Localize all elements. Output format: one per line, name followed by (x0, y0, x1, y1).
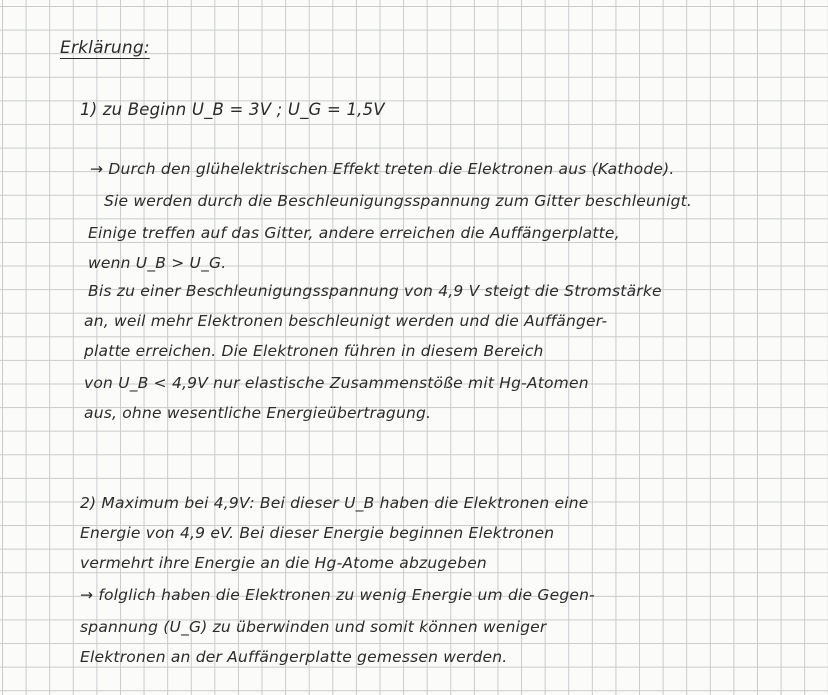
section1-line-5: Bis zu einer Beschleunigungsspannung von 4,9 V steigt die Stromstärke (88, 282, 662, 300)
section2-line-3: vermehrt ihre Energie an die Hg-Atome abzugeben (80, 554, 487, 572)
section1-line-4: wenn U_B > U_G. (88, 254, 227, 272)
section1-line-1: → Durch den glühelektrischen Effekt treten die Elektronen aus (Kathode). (90, 160, 675, 178)
section2-line-2: Energie von 4,9 eV. Bei dieser Energie beginnen Elektronen (80, 524, 555, 542)
section1-line-3: Einige treffen auf das Gitter, andere erreichen die Auffängerplatte, (88, 224, 620, 242)
section1-line-9: aus, ohne wesentliche Energieübertragung. (84, 404, 432, 422)
section1-title: 1) zu Beginn U_B = 3V ; U_G = 1,5V (80, 100, 385, 119)
section2-line-4: → folglich haben die Elektronen zu wenig Energie um die Gegen- (80, 586, 595, 604)
section1-line-2: Sie werden durch die Beschleunigungsspannung zum Gitter beschleunigt. (104, 192, 693, 210)
section1-line-8: von U_B < 4,9V nur elastische Zusammenstöße mit Hg-Atomen (84, 374, 589, 392)
section2-line-5: spannung (U_G) zu überwinden und somit können weniger (80, 618, 547, 636)
section2-line-6: Elektronen an der Auffängerplatte gemessen werden. (80, 648, 508, 666)
section1-line-7: platte erreichen. Die Elektronen führen in diesem Bereich (84, 342, 544, 360)
heading: Erklärung: (60, 38, 150, 58)
section2-line-1: 2) Maximum bei 4,9V: Bei dieser U_B haben die Elektronen eine (80, 494, 589, 512)
section1-line-6: an, weil mehr Elektronen beschleunigt werden und die Auffänger- (84, 312, 608, 330)
